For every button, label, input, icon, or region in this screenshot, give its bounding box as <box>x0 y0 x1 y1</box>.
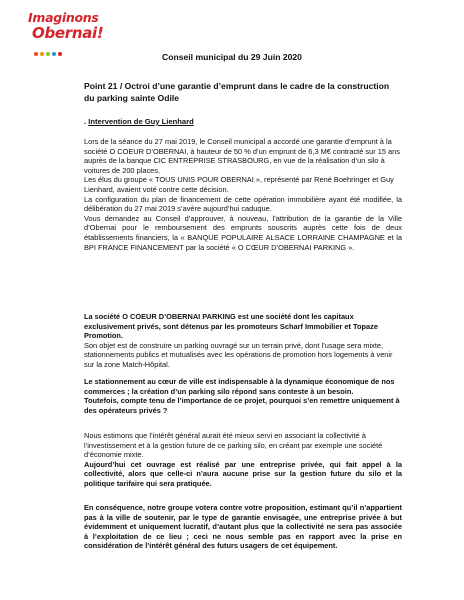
paragraph-block-1 <box>84 137 402 252</box>
paragraph-1: Lors de la séance du 27 mai 2019, le Conseil municipal a accordé une garantie d’emprunt à la société O COEUR D’OBERNAI, à hauteur de 50 % d’un emprunt de 6,3 M€ contracté sur 15 ans auprès de la banque CIC ENTREPRISE STRASBOURG, en vue de la réalisation d’un silo à voitures de 200 places. <box>84 137 400 175</box>
paragraph-9: Nous estimons que l’intérêt général aurait été mieux servi en associant la collectivité à l’investissement et à la gestion future de ce parking silo, en créant par exemple une société d’économie mixte. <box>84 431 383 460</box>
paragraph-2: Les élus du groupe « TOUS UNIS POUR OBERNAI », représenté par René Boehringer et Guy Lienhard, avaient voté contre cette décision. <box>84 175 394 194</box>
intervention-label: Intervention de Guy Lienhard <box>88 117 194 126</box>
logo-line-1: Imaginons <box>28 10 99 25</box>
paragraph-8: Toutefois, compte tenu de l’importance de ce projet, pourquoi s’en remettre uniquement à des opérateurs privés ? <box>84 396 400 415</box>
intervention-heading <box>84 117 194 126</box>
point-title: Point 21 / Octroi d’une garantie d’emprunt dans le cadre de la construction du parking sainte Odile <box>84 81 390 103</box>
paragraph-block-5 <box>84 503 402 551</box>
paragraph-11: En conséquence, notre groupe votera contre votre proposition, estimant qu’il n’appartient pas à la ville de soutenir, par le type de garantie envisagée, une entreprise privée à but évidemment et uniquement lucratif, d’autant plus que la collectivité ne sera pas associée à l’exploitation de ce lieu ; ceci ne nous semble pas en rapport avec la prise en considération de l’intérêt général des futurs usagers de cet équipement. <box>84 503 402 551</box>
paragraph-7: Le stationnement au cœur de ville est indispensable à la dynamique économique de nos commerces ; la création d’un parking silo répond sans conteste à un besoin. <box>84 377 395 396</box>
paragraph-10: Aujourd’hui cet ouvrage est réalisé par une entreprise privée, qui fait appel à la collectivité, alors que celle-ci n’aura aucune prise sur la gestion future du silo et la politique tarifaire qui sera pratiquée. <box>84 459 402 488</box>
paragraph-block-2 <box>84 312 402 370</box>
intervention-bullet: . <box>84 117 89 126</box>
paragraph-3: La configuration du plan de financement de cette opération immobilière ayant été modifiée, la délibération du 27 mai 2019 s’avère aujourd’hui caduque. <box>84 194 402 214</box>
paragraph-6: Son objet est de construire un parking ouvragé sur un terrain privé, dont l’usage sera mixte, stationnements publics et mutualisés avec les opérations de promotion hors logements à venir sur la zone Match-Hôpital. <box>84 340 393 369</box>
paragraph-4: Vous demandez au Conseil d’approuver, à nouveau, l’attribution de la garantie de la Ville d’Obernai pour le remboursement des emprunts souscrits auprès cette fois de deux établissements financiers, la « BANQUE POPULAIRE ALSACE LORRAINE CHAMPAGNE et la BPI FRANCE FINANCEMENT par la société « O CŒUR D’OBERNAI PARKING ». <box>84 213 402 252</box>
imaginons-obernai-logo <box>28 10 120 50</box>
paragraph-block-4 <box>84 431 402 489</box>
logo-line-2: Obernai! <box>32 24 104 42</box>
paragraph-5: La société O COEUR D’OBERNAI PARKING est une société dont les capitaux exclusivement privés, sont détenus par les promoteurs Scharf Immobilier et Topaze Promotion. <box>84 312 378 341</box>
logo-dots <box>34 43 64 47</box>
paragraph-block-3 <box>84 377 402 415</box>
meeting-title: Conseil municipal du 29 Juin 2020 <box>162 52 302 62</box>
